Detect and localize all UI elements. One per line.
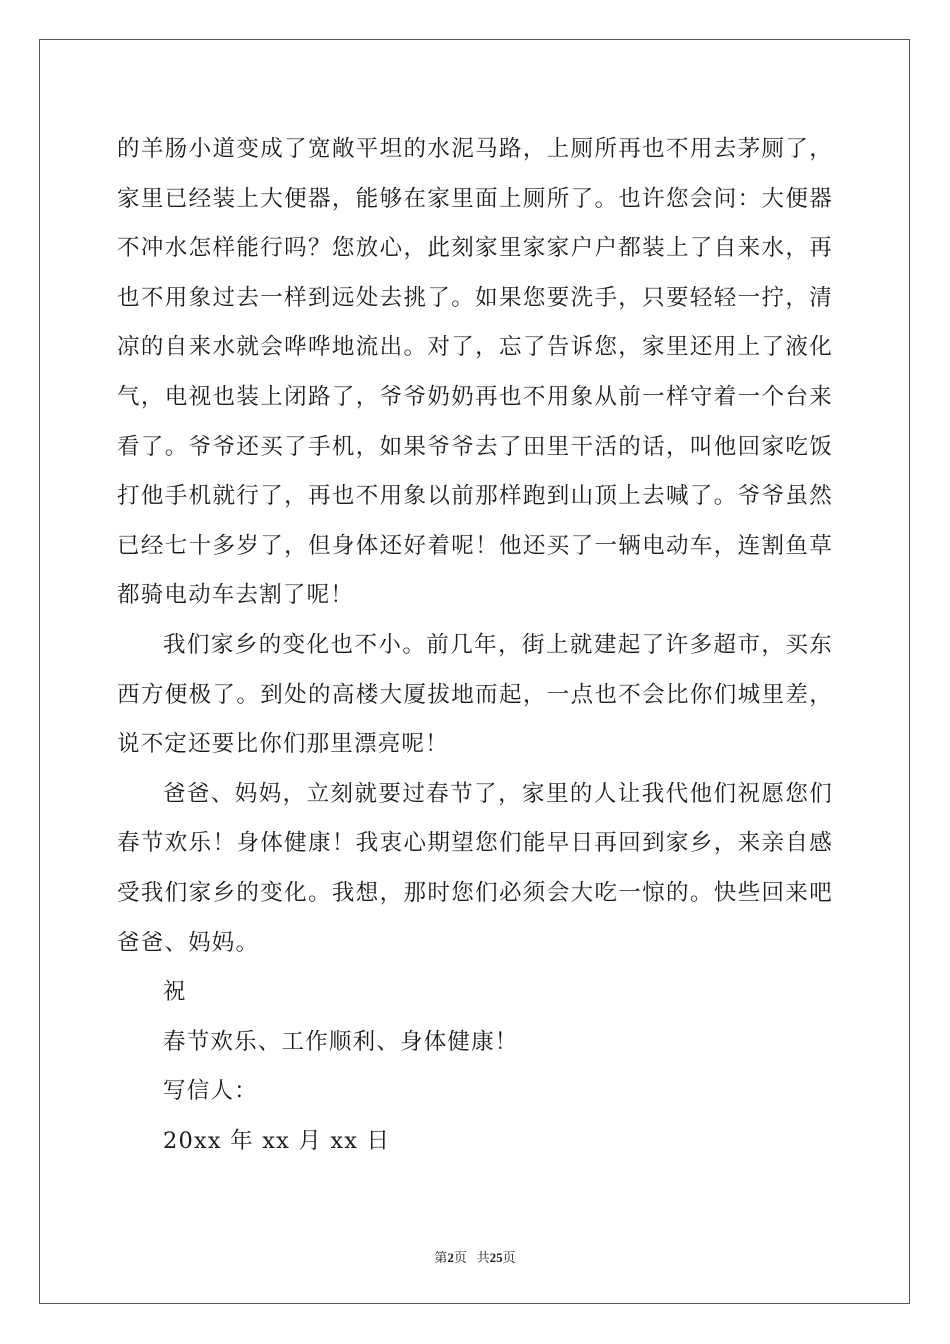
closing-wishes: 春节欢乐、工作顺利、身体健康！ [163,1028,519,1055]
text-line: 打他手机就行了，再也不用象以前那样跑到山顶上去喊了。爷爷虽然 [117,483,833,510]
text-line: 受我们家乡的变化。我想，那时您们必须会大吃一惊的。快些回来吧 [117,879,833,906]
text-line: 说不定还要比你们那里漂亮呢！ [117,731,449,758]
writer-label: 写信人： [163,1078,258,1105]
text-line: 爸爸、妈妈，立刻就要过春节了，家里的人让我代他们祝愿您们 [163,780,833,807]
letter-body [117,125,833,1166]
total-prefix: 共 [476,1250,490,1265]
paragraph-1 [117,125,833,621]
text-line: 春节欢乐！身体健康！我衷心期望您们能早日再回到家乡，来亲自感 [117,830,833,857]
text-line: 凉的自来水就会哗哗地流出。对了，忘了告诉您，家里还用上了液化 [117,334,833,361]
text-line: 不冲水怎样能行吗？您放心，此刻家里家家户户都装上了自来水，再 [117,235,833,262]
text-line: 的羊肠小道变成了宽敞平坦的水泥马路，上厕所再也不用去茅厕了， [117,136,833,162]
paragraph-3 [117,770,833,968]
closing-greeting: 祝 [163,979,187,1006]
text-line: 也不用象过去一样到远处去挑了。如果您要洗手，只要轻轻一拧，清 [117,284,833,311]
text-line: 已经七十多岁了，但身体还好着呢！他还买了一辆电动车，连割鱼草 [117,532,833,559]
text-line: 都骑电动车去割了呢！ [117,582,355,609]
letter-date: 20xx 年 xx 月 xx 日 [163,1127,391,1154]
paragraph-2 [117,621,833,770]
text-line: 我们家乡的变化也不小。前几年，街上就建起了许多超市，买东 [163,631,833,658]
page-number: 2 [447,1250,454,1265]
page-suffix: 页 [453,1250,467,1265]
text-line: 气，电视也装上闭路了，爷爷奶奶再也不用象从前一样守着一个台来 [117,383,833,410]
total-suffix: 页 [502,1250,516,1265]
text-line: 爸爸、妈妈。 [117,929,260,956]
text-line: 看了。爷爷还买了手机，如果爷爷去了田里干活的话，叫他回家吃饭 [117,433,833,460]
text-line: 家里已经装上大便器，能够在家里面上厕所了。也许您会问：大便器 [117,185,833,212]
text-line: 西方便极了。到处的高楼大厦拔地而起，一点也不会比你们城里差， [117,681,833,708]
page-footer [0,1247,950,1266]
total-pages: 25 [489,1250,503,1265]
page-prefix: 第 [434,1250,448,1265]
letter-closing [117,968,833,1166]
